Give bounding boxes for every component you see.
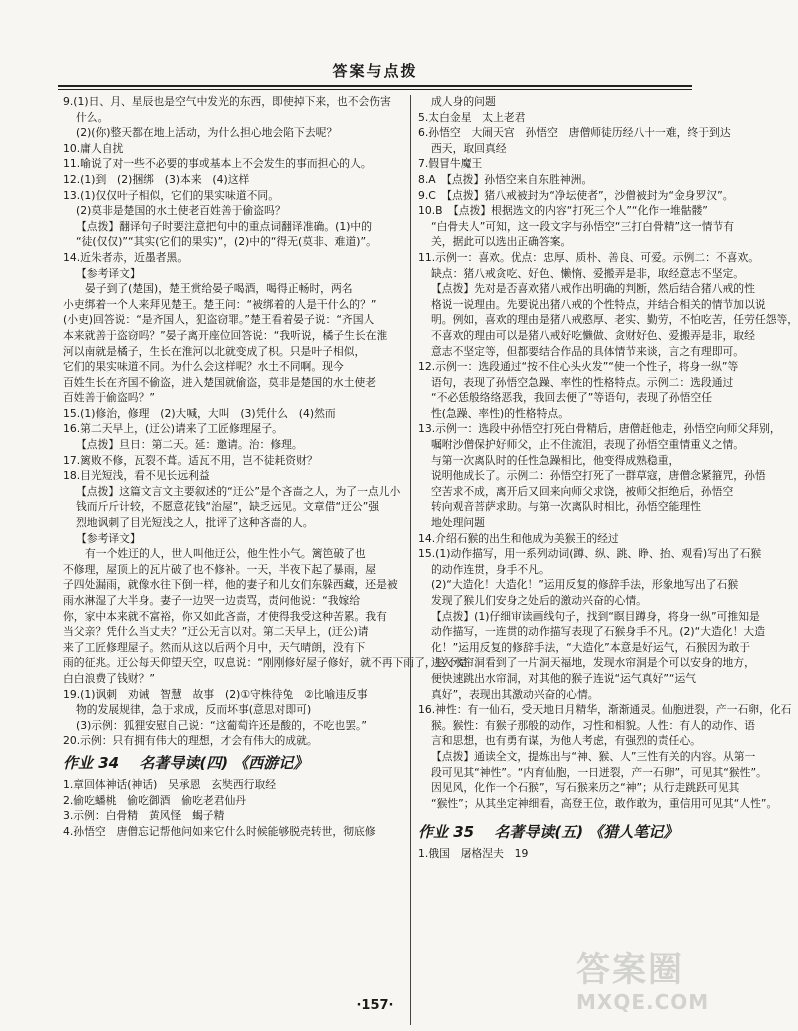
text-line: “徒(仅仅)”“其实(它们的果实)”，(2)中的“得无(莫非、难道)”。 — [76, 235, 377, 249]
text-line: 便快速跳出水帘洞，对其他的猴子连说“运气真好”“运气 — [431, 671, 697, 685]
text-line: 18.目光短浅，看不见长远利益 — [63, 469, 210, 483]
text-line: 9.C 【点拨】猪八戒被封为“净坛使者”，沙僧被封为“金身罗汉”。 — [418, 188, 734, 202]
text-line: 西天，取回真经 — [431, 141, 507, 155]
text-line: 段可见其“神性”。“内育仙胞，一日迸裂，产一石卵”，可见其“猴性”。 — [431, 765, 767, 779]
text-line: 百姓善于偷盗吗？” — [63, 391, 155, 405]
text-line: 发现了猴儿们安身之处后的激动兴奋的心情。 — [431, 594, 647, 607]
text-line: 11.示例一：喜欢。优点：忠厚、质朴、善良、可爱。示例二：不喜欢。 — [418, 250, 760, 264]
text-line: (2)莫非是楚国的水土使老百姓善于偷盗吗？ — [76, 204, 286, 218]
text-line: 【点拨】先对是否喜欢猪八戒作出明确的判断，然后结合猪八戒的性 — [431, 282, 755, 296]
text-line: 雨的征兆。迂公每天仰望天空，叹息说：“刚刚修好屋子修好，就不再下雨了，这不是 — [63, 656, 469, 670]
text-line: 的动作连贯，身手不凡。 — [431, 562, 550, 576]
text-line: 【点拨】(1)仔细审读画线句子，找到“瞑目蹲身，将身一纵”可推知是 — [431, 609, 760, 623]
text-line: 性(急躁、率性)的性格特点。 — [431, 406, 569, 420]
header-rule-thin — [58, 89, 692, 90]
section-34-label: 作业 34 — [63, 753, 120, 772]
text-line: 【点拨】通读全文，提炼出与“神、猴、人”三性有关的内容。从第一 — [431, 749, 756, 763]
text-line: 白白浪费了钱财？” — [63, 671, 155, 685]
text-line: 7.假冒牛魔王 — [418, 157, 483, 171]
text-line: 12.示例一：选段通过“按不住心头火发”“使一个性子，将身一纵”等 — [418, 360, 739, 374]
text-line: 语句，表现了孙悟空急躁、率性的性格特点。示例二：选段通过 — [431, 375, 734, 389]
text-line: 【点拨】旦日：第二天。延：邀请。治：修理。 — [76, 438, 303, 452]
text-line: 烈地讽刺了目光短浅之人，批评了这种吝啬的人。 — [76, 516, 314, 530]
text-line: 17.篱败不修，瓦裂不葺。适瓦不用，岂不徒耗资财？ — [63, 453, 318, 467]
section-35-book: 《猎人笔记》 — [588, 823, 679, 842]
text-line: 猴。猴性：有猴子那般的动作，习性和相貌。人性：有人的动作、语 — [431, 718, 755, 732]
text-line: 【点拨】翻译句子时要注意把句中的重点词翻译准确。(1)中的 — [76, 219, 373, 233]
text-line: 空苦求不成，离开后又回来向师父求饶，被师父拒绝后，孙悟空 — [431, 484, 734, 498]
page-title: 答案与点拨 — [332, 62, 418, 80]
text-line: 1.俄国 屠格涅夫 19 — [418, 847, 529, 861]
section-35-name: 名著导读(五) — [494, 823, 584, 842]
text-line: 来了工匠修理屋子。然而从这以后两个月中，天气晴朗，没有下 — [63, 640, 366, 654]
text-line: 20.示例：只有拥有伟大的理想，才会有伟大的成就。 — [63, 734, 318, 748]
text-line: (2)“大造化！大造化！”运用反复的修辞手法，形象地写出了石猴 — [431, 578, 739, 592]
column-divider — [410, 95, 411, 1025]
text-line: 本来就善于盗窃吗？”晏子离开座位回答说：“我听说，橘子生长在淮 — [63, 328, 388, 342]
text-line: 14.近朱者赤，近墨者黑。 — [63, 250, 189, 264]
right-column — [418, 94, 798, 862]
section-34-answers — [63, 777, 403, 839]
text-line: 8.A 【点拨】孙悟空来自东胜神洲。 — [418, 172, 593, 186]
section-35-label: 作业 35 — [418, 823, 475, 842]
page-number: ·157· — [356, 998, 394, 1013]
text-line: 4.孙悟空 唐僧忘记帮他问如来它什么时候能够脱壳转世，彻底修 — [63, 824, 376, 838]
text-line: 小吏绑着一个人来拜见楚王。楚王问：“被绑着的人是干什么的？” — [63, 297, 377, 311]
watermark-logo — [576, 950, 716, 1022]
text-line: 缺点：猪八戒贪吃、好色、懒惰、爱搬弄是非，取经意志不坚定。 — [431, 266, 745, 280]
text-line: “白骨夫人”可知，这一段文字与孙悟空“三打白骨精”这一情节有 — [431, 219, 735, 233]
text-line: 地处理问题 — [431, 516, 485, 530]
text-line: 有一个姓迂的人，世人叫他迂公，他生性小气。篱笆破了也 — [85, 547, 366, 561]
text-line: “猴性”；从其坐定神细看，高登王位，敢作敢为，重信用可见其“人性”。 — [431, 796, 778, 810]
text-line: 【参考译文】 — [76, 531, 141, 545]
text-line: 真好”，表现出其激动兴奋的心情。 — [431, 687, 599, 701]
text-line: (3)示例：狐狸安慰自己说：“这葡萄许还是酸的，不吃也罢。” — [76, 718, 368, 732]
text-line: 说明他成长了。示例二：孙悟空打死了一群草寇，唐僧念紧箍咒，孙悟 — [431, 469, 766, 483]
text-line: 11.喻说了对一些不必要的事或基本上不会发生的事而担心的人。 — [63, 157, 372, 171]
text-line: 它们的果实味道不同。为什么会这样呢？水土不同啊。现今 — [63, 360, 344, 374]
text-line: 2.偷吃蟠桃 偷吃御酒 偷吃老君仙丹 — [63, 793, 247, 807]
text-line: “不必恁般络络恶我，我回去便了”等语句，表现了孙悟空任 — [431, 391, 713, 405]
text-line: 【参考译文】 — [76, 266, 141, 280]
watermark-line-1: 答案圈 — [576, 950, 684, 990]
text-line: 10.庸人自扰 — [63, 141, 124, 155]
text-line: 当父亲？凭什么当丈夫？”迂公无言以对。第二天早上，(迂公)请 — [63, 625, 369, 639]
text-line: 物的发展规律，急于求成，反而坏事(意思对即可) — [76, 703, 312, 717]
text-line: 15.(1)修治，修理 (2)大喊，大叫 (3)凭什么 (4)然而 — [63, 406, 336, 420]
text-line: 你，家中本来就不富裕，你又如此吝啬，才使得我受这种苦累。我有 — [63, 609, 387, 623]
right-answers-block — [418, 94, 798, 811]
section-34-book: 《西游记》 — [233, 753, 309, 772]
text-line: 化！”运用反复的修辞手法，“大造化”本意是好运气，石猴因为敢于 — [431, 640, 751, 654]
text-line: 10.B 【点拨】根据选文的内容“打死三个人”“化作一堆骷髅” — [418, 204, 708, 218]
text-line: 3.示例：白骨精 黄风怪 蝎子精 — [63, 809, 225, 823]
text-line: 河以南就是橘子，生长在淮河以北就变成了枳。只是叶子相似， — [63, 344, 366, 358]
text-line: 16.第二天早上，(迂公)请来了工匠修理屋子。 — [63, 422, 283, 436]
text-line: 百姓生长在齐国不偷盗，进入楚国就偷盗，莫非是楚国的水土使老 — [63, 375, 377, 389]
text-line: 6.孙悟空 大闹天宫 孙悟空 唐僧师徒历经八十一难，终于到达 — [418, 126, 731, 140]
text-line: 16.神性：有一仙石，受天地日月精华，渐渐通灵。仙胞迸裂，产一石卵，化石 — [418, 703, 792, 717]
text-line: 转向观音菩萨求助。与第一次离队时相比，孙悟空能理性 — [431, 500, 701, 514]
text-line: 言和思想，也有勇有谋，为他人考虑，有强烈的责任心。 — [431, 734, 701, 748]
text-line: 晏子到了(楚国)，楚王赏给晏子喝酒，喝得正畅时，两名 — [85, 282, 353, 296]
page-header — [0, 0, 750, 90]
text-line: 雨水淋湿了大半身。妻子一边哭一边责骂，责问他说：“我嫁给 — [63, 594, 361, 607]
text-line: 不喜欢的理由可以是猪八戒好吃懒做、贪财好色、爱搬弄是非，取经 — [431, 328, 755, 342]
text-line: (2)(你)整天都在地上活动，为什么担心地会陷下去呢？ — [76, 126, 338, 140]
section-35-heading — [418, 821, 734, 843]
text-line: 钱而斤斤计较，不愿意花钱“治屋”，缺乏远见。文章借“迂公”强 — [76, 500, 380, 514]
text-line: 13.示例一：选段中孙悟空打死白骨精后，唐僧赶他走，孙悟空向师父拜别， — [418, 422, 781, 436]
text-line: 格说一说理由。先要说出猪八戒的个性特点，并结合相关的情节加以说 — [431, 297, 766, 311]
text-line: 明。例如，喜欢的理由是猪八戒憨厚、老实、勤劳，不怕吃苦，任劳任怨等， — [431, 313, 798, 327]
text-line: 动作描写，一连贯的动作描写表现了石猴身手不凡。(2)“大造化！大造 — [431, 625, 765, 639]
text-line: 关，据此可以选出正确答案。 — [431, 235, 572, 249]
text-line: 14.介绍石猴的出生和他成为美猴王的经过 — [418, 531, 619, 545]
watermark-line-2: MXQE.COM — [576, 990, 710, 1014]
text-line: 1.章回体神话(神话) 吴承恩 玄奘西行取经 — [63, 777, 277, 791]
text-line: 不修理，屋顶上的瓦片破了也不修补。一天，半夜下起了暴雨，屋 — [63, 562, 377, 576]
section-35-answers — [418, 846, 734, 862]
text-line: 与第一次离队时的任性急躁相比，他变得成熟稳重， — [431, 453, 680, 467]
text-line: 【点拨】这篇文言文主要叙述的“迂公”是个吝啬之人，为了一点儿小 — [76, 484, 401, 498]
text-line: 意志不坚定等，但都要结合作品的具体情节来谈，言之有理即可。 — [431, 344, 745, 358]
text-line: 嘱咐沙僧保护好师父，止不住流泪，表现了孙悟空重情重义之情。 — [431, 438, 745, 452]
text-line: 19.(1)讽刺 劝诫 智慧 故事 (2)①守株待兔 ②比喻违反事 — [63, 687, 368, 701]
text-line: 5.太白金星 太上老君 — [418, 110, 526, 124]
text-line: 什么。 — [76, 110, 109, 124]
header-rule-thick — [58, 85, 692, 87]
text-line: 15.(1)动作描写，用一系列动词(蹲、纵、跳、睁、抬、观看)写出了石猴 — [418, 547, 762, 561]
text-line: (小吏)回答说：“是齐国人，犯盗窃罪。”楚王看着晏子说：“齐国人 — [63, 313, 375, 327]
text-line: 13.(1)仅仅叶子相似，它们的果实味道不同。 — [63, 188, 280, 202]
text-line: 9.(1)日、月、星辰也是空气中发光的东西，即使掉下来，也不会伤害 — [63, 95, 391, 108]
text-line: 成人身的问题 — [431, 95, 496, 108]
section-34-name: 名著导读(四) — [139, 753, 229, 772]
text-line: 子四处漏雨，就像水往下倒一样，他的妻子和儿女们东躲西藏，还是被 — [63, 578, 398, 592]
text-line: 因见风，化作一个石猴”，写石猴来历之“神”；从行走跳跃可见其 — [431, 781, 740, 795]
text-line: 12.(1)到 (2)捆绑 (3)本来 (4)这样 — [63, 172, 250, 186]
text-line: 进入水帘洞看到了一片洞天福地，发现水帘洞是个可以安身的地方， — [431, 656, 755, 670]
section-34-heading — [63, 752, 403, 774]
